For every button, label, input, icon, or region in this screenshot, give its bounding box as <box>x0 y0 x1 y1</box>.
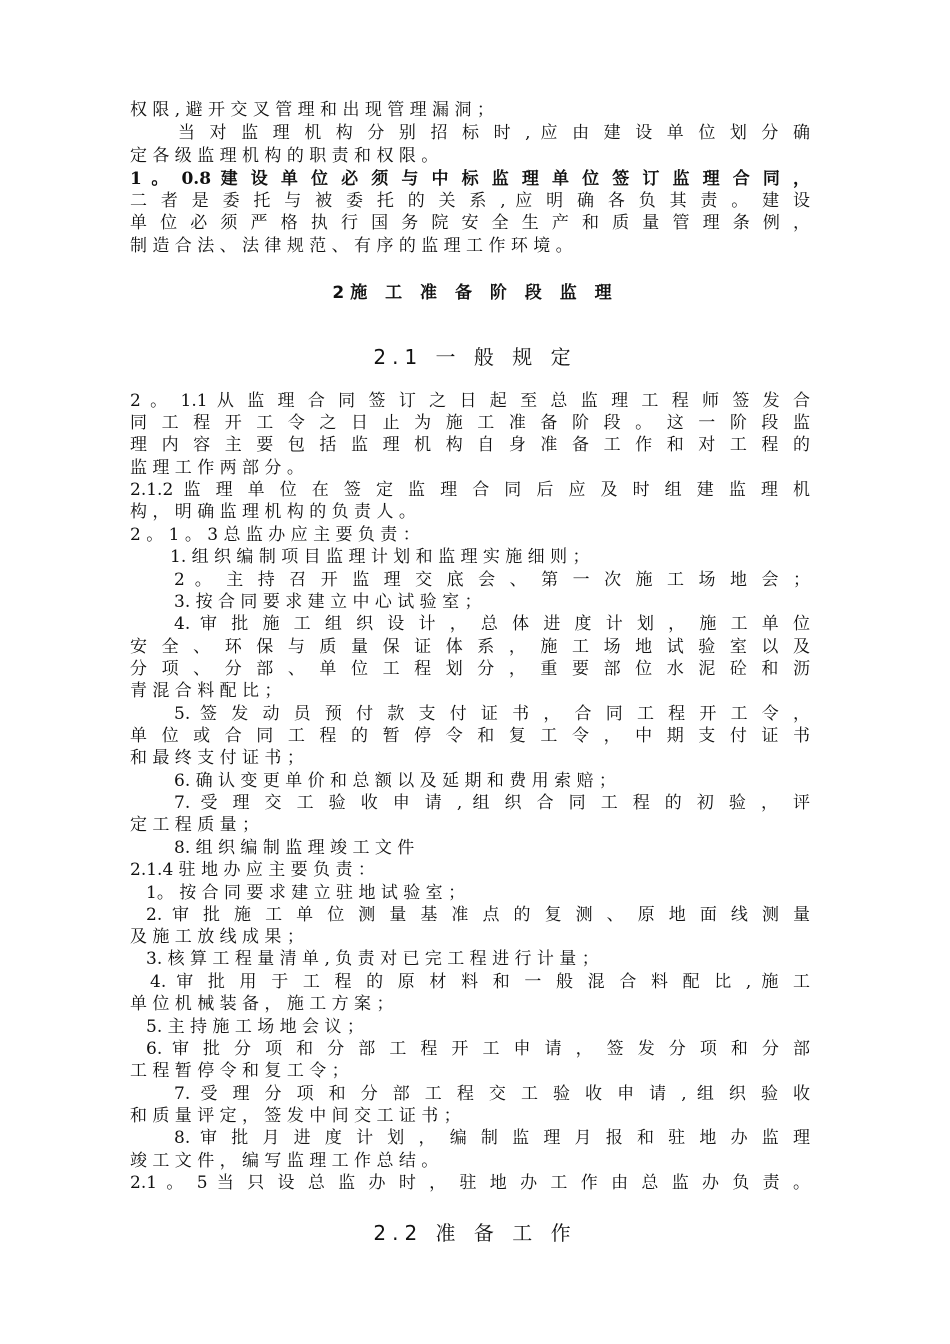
text-line: 6. 确 认 变 更 单 价 和 总 额 以 及 延 期 和 费 用 索 赔 ； <box>174 771 616 791</box>
text-line: 1 。 0.8 建 设 单 位 必 须 与 中 标 监 理 单 位 签 订 监 理 合 同 ， <box>130 169 811 189</box>
text-line: 2 。 1 。 3 总 监 办 应 主 要 负 责 ： <box>130 525 420 545</box>
text-line: 理 内 容 主 要 包 括 监 理 机 构 自 身 准 备 工 作 和 对 工 程 的 <box>130 435 810 455</box>
text-line: 7. 受 理 交 工 验 收 申 请 , 组 织 合 同 工 程 的 初 验 ， 评 <box>174 793 810 813</box>
text-line: 单 位 机 械 装 备 ， 施 工 方 案 ； <box>130 994 394 1014</box>
text-line: 及 施 工 放 线 成 果 ； <box>130 927 304 947</box>
text-line: 青 混 合 料 配 比 ； <box>130 681 282 701</box>
text-line: 8. 组 织 编 制 监 理 竣 工 文 件 <box>174 838 415 858</box>
chapter-title: 2施 工 准 备 阶 段 监 理 <box>332 283 618 303</box>
text-line: 5. 主 持 施 工 场 地 会 议 ； <box>146 1017 364 1037</box>
text-line: 3. 核 算 工 程 量 清 单 , 负 责 对 已 完 工 程 进 行 计 量 ； <box>146 949 599 969</box>
text-line: 1. 组 织 编 制 项 目 监 理 计 划 和 监 理 实 施 细 则 ； <box>170 547 590 567</box>
text-line: 2.1.4 驻 地 办 应 主 要 负 责 ： <box>130 860 375 880</box>
text-line: 2.1.2 监 理 单 位 在 签 定 监 理 合 同 后 应 及 时 组 建 监 理 机 <box>130 480 810 500</box>
text-line: 2 。 1.1 从 监 理 合 同 签 订 之 日 起 至 总 监 理 工 程 师 签 发 合 <box>130 391 811 411</box>
text-line: 2. 审 批 施 工 单 位 测 量 基 准 点 的 复 测 、 原 地 面 线 测 量 <box>146 905 810 925</box>
text-line: 竣 工 文 件 ， 编 写 监 理 工 作 总 结 。 <box>130 1151 439 1171</box>
section-heading-2-1: 2.1 一 般 规 定 <box>373 345 577 369</box>
text-line: 2 。 主 持 召 开 监 理 交 底 会 、 第 一 次 施 工 场 地 会 ； <box>174 570 810 590</box>
text-line: 7. 受 理 分 项 和 分 部 工 程 交 工 验 收 申 请 , 组 织 验 收 <box>174 1084 810 1104</box>
text-line: 4. 审 批 施 工 组 织 设 计 ， 总 体 进 度 计 划 ， 施 工 单 位 <box>174 614 810 634</box>
text-line: 4. 审 批 用 于 工 程 的 原 材 料 和 一 般 混 合 料 配 比 , 施 工 <box>150 972 810 992</box>
text-line: 安 全 、 环 保 与 质 量 保 证 体 系 ， 施 工 场 地 试 验 室 以 及 <box>130 637 810 657</box>
text-line: 6. 审 批 分 项 和 分 部 工 程 开 工 申 请 ， 签 发 分 项 和 分 部 <box>146 1039 810 1059</box>
text-line: 同 工 程 开 工 令 之 日 止 为 施 工 准 备 阶 段 。 这 一 阶 段 监 <box>130 413 810 433</box>
text-line: 定 各 级 监 理 机 构 的 职 责 和 权 限 。 <box>130 146 439 166</box>
text-line: 制 造 合 法 、 法 律 规 范 、 有 序 的 监 理 工 作 环 境 。 <box>130 236 573 256</box>
text-line: 单 位 必 须 严 格 执 行 国 务 院 安 全 生 产 和 质 量 管 理 条 例 ， <box>130 213 810 233</box>
text-line: 监 理 工 作 两 部 分 。 <box>130 458 304 478</box>
text-line: 3. 按 合 同 要 求 建 立 中 心 试 验 室 ； <box>174 592 482 612</box>
text-line: 分 项 、 分 部 、 单 位 工 程 划 分 ， 重 要 部 位 水 泥 砼 和 沥 <box>130 659 810 679</box>
text-line: 2.1 。 5 当 只 设 总 监 办 时 ， 驻 地 办 工 作 由 总 监 办 负 责 。 <box>130 1173 811 1193</box>
text-line: 5. 签 发 动 员 预 付 款 支 付 证 书 ， 合 同 工 程 开 工 令 ， <box>174 704 810 724</box>
text-line: 和 最 终 支 付 证 书 ； <box>130 748 304 768</box>
text-line: 构 ， 明 确 监 理 机 构 的 负 责 人 。 <box>130 502 416 522</box>
text-line: 8. 审 批 月 进 度 计 划 ， 编 制 监 理 月 报 和 驻 地 办 监 理 <box>174 1128 810 1148</box>
text-line: 当 对 监 理 机 构 分 别 招 标 时 , 应 由 建 设 单 位 划 分 确 <box>178 123 810 143</box>
text-line: 定 工 程 质 量 ； <box>130 815 260 835</box>
text-line: 权 限 , 避 开 交 叉 管 理 和 出 现 管 理 漏 洞 ； <box>130 100 494 120</box>
text-line: 1。 按 合 同 要 求 建 立 驻 地 试 验 室 ； <box>146 883 466 903</box>
text-line: 工 程 暂 停 令 和 复 工 令 ； <box>130 1061 349 1081</box>
text-line: 二 者 是 委 托 与 被 委 托 的 关 系 , 应 明 确 各 负 其 责 。 建 设 <box>130 191 810 211</box>
section-heading-2-2: 2.2 准 备 工 作 <box>373 1221 577 1245</box>
text-line: 单 位 或 合 同 工 程 的 暂 停 令 和 复 工 令 ， 中 期 支 付 证 书 <box>130 726 810 746</box>
text-line: 和 质 量 评 定 ， 签 发 中 间 交 工 证 书 ； <box>130 1106 461 1126</box>
